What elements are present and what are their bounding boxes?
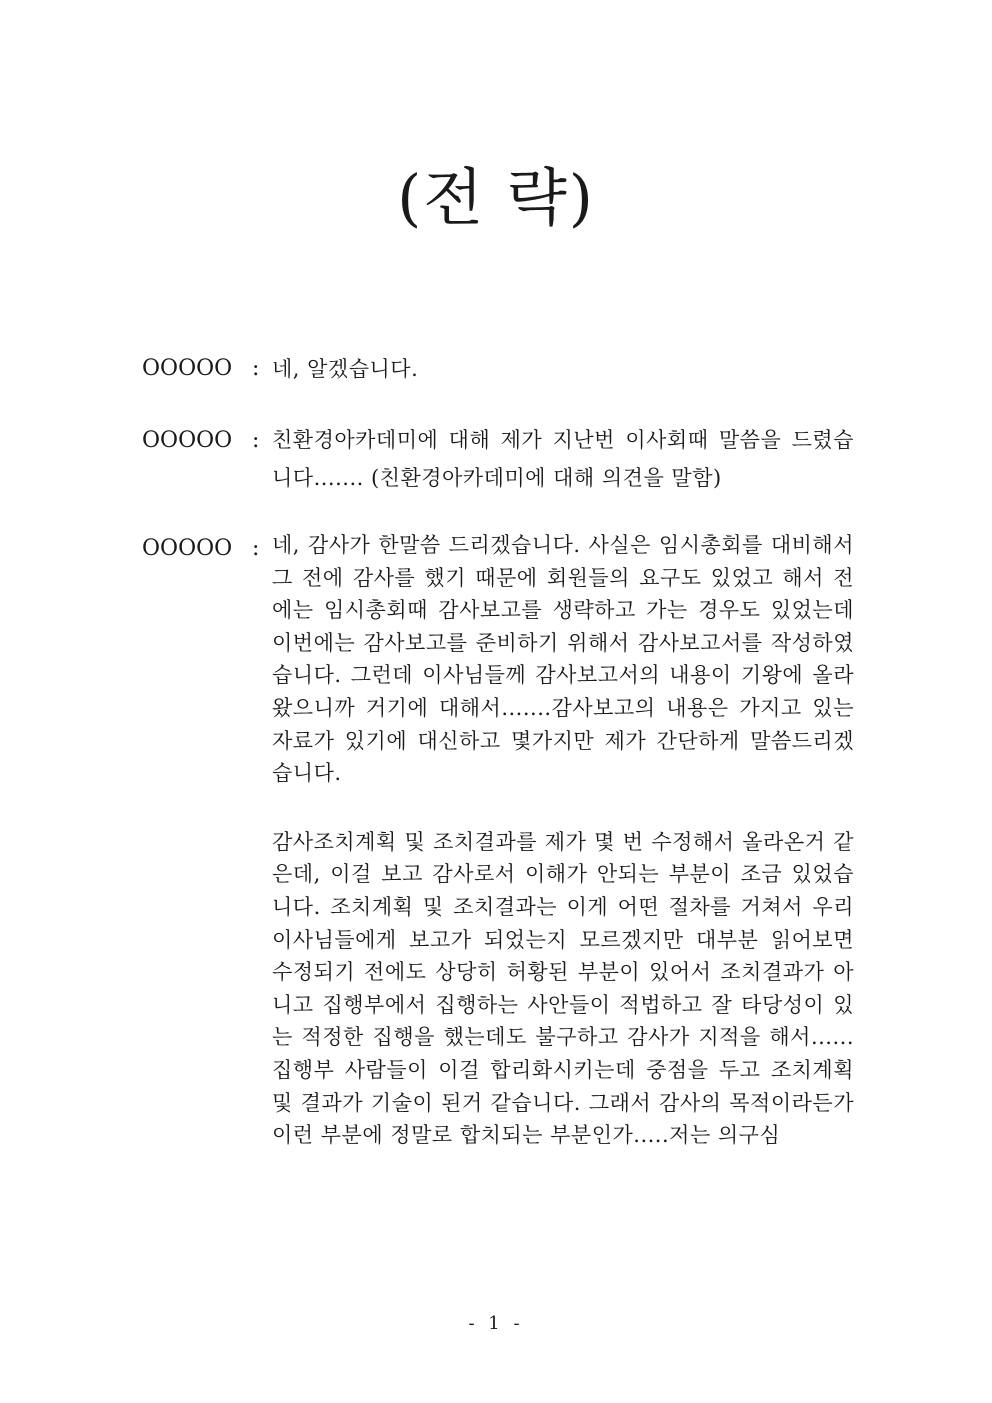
- speech-paragraph: 네, 감사가 한말씀 드리겠습니다. 사실은 임시총회를 대비해서 그 전에 감사를 했기 때문에 회원들의 요구도 있었고 해서 전에는 임시총회때 감사보고를 생략하고 가는 경우도 있었는데 이번에는 감사보고를 준비하기 위해서 감사보고서를 작성하였습니다. 그런데 이사님들께 감사보고서의 내용이 기왕에 올라왔으니까 거기에 대해서.......감사보고의 내용은 가지고 있는 자료가 있기에 대신하고 몇가지만 제가 간단하게 말씀드리겠습니다.: [272, 533, 854, 786]
- speech-body: [272, 349, 854, 389]
- page-title: (전 략): [397, 161, 595, 234]
- speech-body: [272, 529, 854, 1152]
- page-number: - 1 -: [468, 1313, 524, 1334]
- speech-paragraph: 친환경아카데미에 대해 제가 지난번 이사회때 말씀을 드렸습니다....... (친환경아카데미에 대해 의견을 말함): [272, 428, 854, 490]
- speaker-name: OOOOO: [142, 536, 233, 561]
- speech-body: [272, 421, 854, 497]
- speaker-name: OOOOO: [142, 428, 233, 453]
- speaker-colon: :: [252, 536, 260, 561]
- transcript-entry: [142, 421, 854, 497]
- speaker-colon: :: [252, 428, 260, 453]
- transcript: [142, 349, 854, 1184]
- transcript-entry: [142, 529, 854, 1152]
- speech-paragraph: 네, 알겠습니다.: [272, 357, 419, 381]
- speech-paragraph: 감사조치계획 및 조치결과를 제가 몇 번 수정해서 올라온거 같은데, 이걸 보고 감사로서 이해가 안되는 부분이 조금 있었습니다. 조치계획 및 조치결과는 이게 어떤 절차를 거쳐서 우리 이사님들에게 보고가 되었는지 모르겠지만 대부분 읽어보면 수정되기 전에도 상당히 허황된 부분이 있어서 조치결과가 아니고 집행부에서 집행하는 사안들이 적법하고 잘 타당성이 있는 적정한 집행을 했는데도 불구하고 감사가 지적을 해서......집행부 사람들이 이걸 합리화시키는데 중점을 두고 조치계획 및 결과가 기술이 된거 같습니다. 그래서 감사의 목적이라든가 이런 부분에 정말로 합치되는 부분인가.....저는 의구심: [272, 829, 854, 1148]
- speaker-colon: :: [252, 356, 260, 381]
- speaker-name: OOOOO: [142, 356, 233, 381]
- transcript-entry: [142, 349, 854, 389]
